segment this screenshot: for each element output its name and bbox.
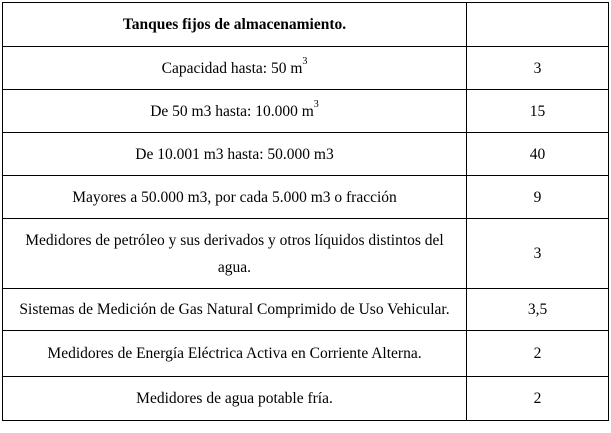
table-row: [3, 176, 609, 219]
row-description: De 10.001 m3 hasta: 50.000 m3: [3, 133, 467, 176]
row-value: 2: [467, 377, 609, 421]
row-description: [3, 47, 467, 90]
row-value: 40: [467, 133, 609, 176]
header-title: Tanques fijos de almacenamiento.: [3, 3, 467, 47]
superscript: 3: [313, 99, 319, 111]
superscript: 3: [302, 56, 308, 68]
row-description-text: Capacidad hasta: 50 m: [161, 59, 303, 77]
row-value: 3: [467, 219, 609, 289]
row-description: Sistemas de Medición de Gas Natural Comprimido de Uso Vehicular.: [3, 289, 467, 331]
table-row: [3, 47, 609, 90]
table-row: [3, 219, 609, 289]
table-row: [3, 377, 609, 421]
row-description: Mayores a 50.000 m3, por cada 5.000 m3 o fracción: [3, 176, 467, 219]
row-value: 2: [467, 331, 609, 377]
table-row: [3, 331, 609, 377]
table-header-row: [3, 3, 609, 47]
table-row: [3, 90, 609, 133]
row-value: 9: [467, 176, 609, 219]
table-row: [3, 133, 609, 176]
row-value: 3: [467, 47, 609, 90]
row-description: Medidores de agua potable fría.: [3, 377, 467, 421]
table-row: [3, 289, 609, 331]
row-description: [3, 90, 467, 133]
row-description: Medidores de petróleo y sus derivados y otros líquidos distintos del agua.: [3, 219, 467, 289]
row-value: 3,5: [467, 289, 609, 331]
row-description: Medidores de Energía Eléctrica Activa en Corriente Alterna.: [3, 331, 467, 377]
row-description-text: De 50 m3 hasta: 10.000 m: [150, 102, 314, 120]
row-value: 15: [467, 90, 609, 133]
header-value: [467, 3, 609, 47]
fee-table: [2, 2, 609, 421]
